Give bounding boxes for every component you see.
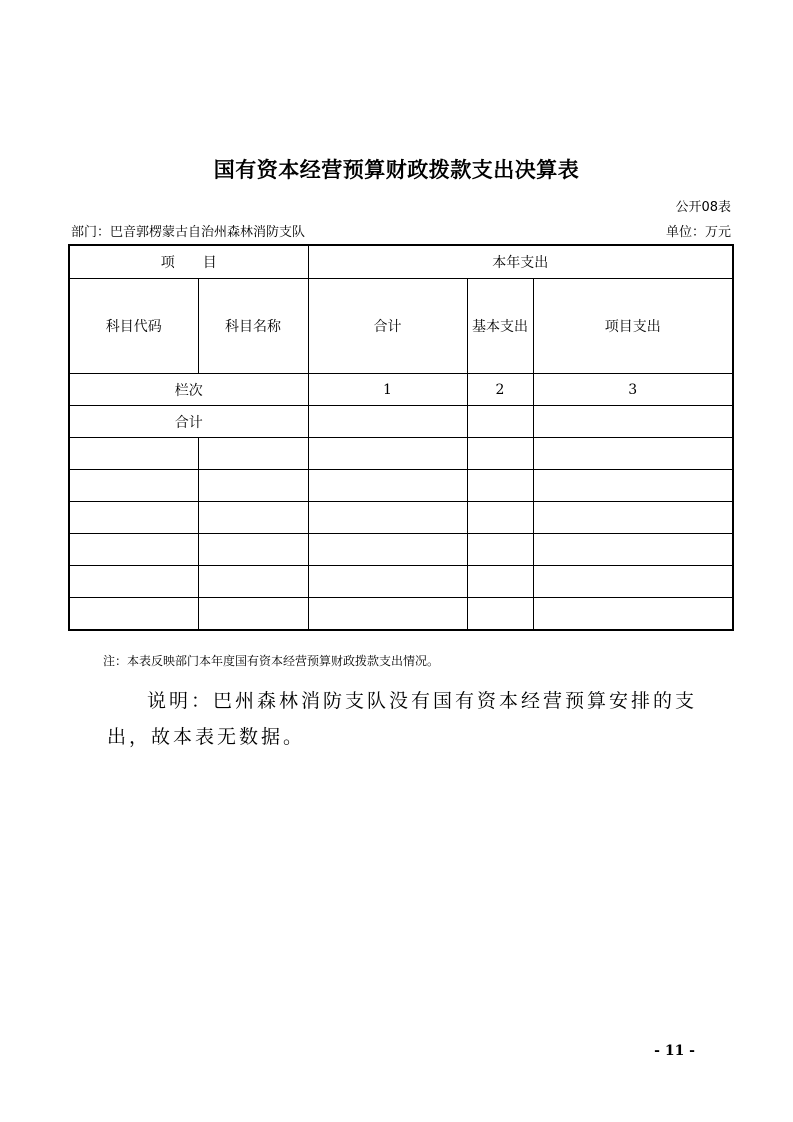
table-cell <box>308 470 467 502</box>
table-row <box>69 534 733 566</box>
sequence-row <box>69 374 733 406</box>
header-current-year: 本年支出 <box>308 245 733 279</box>
expenditure-table <box>68 244 734 631</box>
table-cell <box>308 438 467 470</box>
table-cell <box>69 502 198 534</box>
table-cell <box>69 470 198 502</box>
form-code: 公开08表 <box>675 200 731 215</box>
table-row <box>69 598 733 631</box>
table-cell <box>198 566 308 598</box>
explanation-paragraph: 说明：巴州森林消防支队没有国有资本经营预算安排的支出，故本表无数据。 <box>107 690 698 748</box>
header-item: 项 目 <box>69 245 308 279</box>
table-cell <box>467 534 533 566</box>
table-cell <box>533 470 733 502</box>
table-row <box>69 438 733 470</box>
col-subject-name: 科目名称 <box>198 279 308 374</box>
table-cell <box>533 566 733 598</box>
total-cell <box>308 406 467 438</box>
table-cell <box>533 502 733 534</box>
col-basic: 基本支出 <box>467 279 533 374</box>
col-subject-code: 科目代码 <box>69 279 198 374</box>
table-subheader-row <box>69 279 733 374</box>
table-row <box>69 566 733 598</box>
total-label: 合计 <box>69 406 308 438</box>
table-header-row <box>69 245 733 279</box>
table-cell <box>69 438 198 470</box>
table-cell <box>69 566 198 598</box>
table-cell <box>533 534 733 566</box>
unit-label: 单位：万元 <box>665 225 731 240</box>
table-cell <box>533 598 733 631</box>
table-cell <box>467 438 533 470</box>
total-cell <box>467 406 533 438</box>
table-note: 注：本表反映部门本年度国有资本经营预算财政拨款支出情况。 <box>103 654 440 668</box>
page-number: - 11 - <box>654 1043 695 1059</box>
seq-label: 栏次 <box>69 374 308 406</box>
table-cell <box>467 598 533 631</box>
seq-1: 1 <box>308 374 467 406</box>
table-cell <box>308 534 467 566</box>
table-cell <box>69 598 198 631</box>
table-row <box>69 470 733 502</box>
col-project: 项目支出 <box>533 279 733 374</box>
col-total: 合计 <box>308 279 467 374</box>
table-cell <box>467 566 533 598</box>
table-cell <box>198 502 308 534</box>
total-cell <box>533 406 733 438</box>
seq-3: 3 <box>533 374 733 406</box>
table-cell <box>69 534 198 566</box>
table-cell <box>308 502 467 534</box>
total-row <box>69 406 733 438</box>
table-cell <box>198 470 308 502</box>
table-cell <box>467 502 533 534</box>
department-label: 部门：巴音郭楞蒙古自治州森林消防支队 <box>71 225 306 240</box>
table-cell <box>467 470 533 502</box>
page-title: 国有资本经营预算财政拨款支出决算表 <box>213 158 580 182</box>
table-cell <box>198 534 308 566</box>
table-cell <box>198 598 308 631</box>
table-cell <box>308 566 467 598</box>
table-cell <box>533 438 733 470</box>
table-cell <box>198 438 308 470</box>
table-cell <box>308 598 467 631</box>
seq-2: 2 <box>467 374 533 406</box>
table-row <box>69 502 733 534</box>
